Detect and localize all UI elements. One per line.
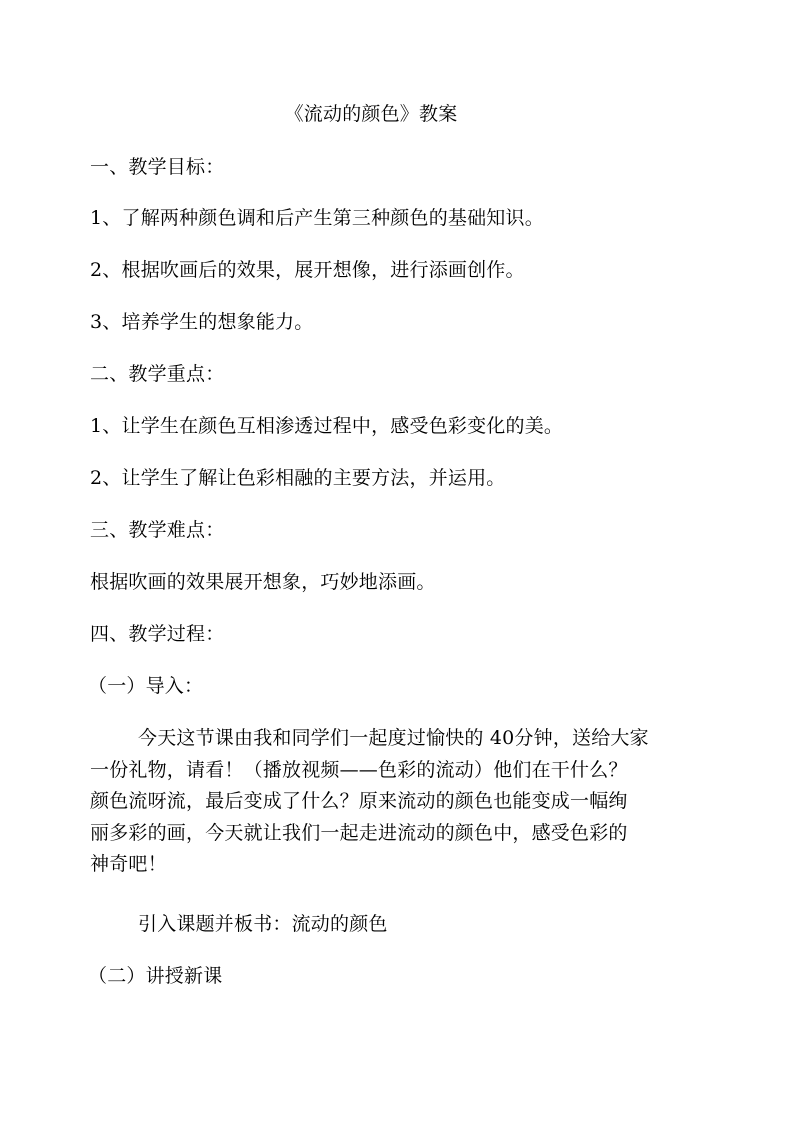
goal-item-3: 3、培养学生的想象能力。 bbox=[90, 311, 314, 333]
intro-line-5: 神奇吧！ bbox=[90, 853, 167, 875]
subheading-introduction: （一）导入： bbox=[88, 675, 204, 697]
heading-teaching-goals: 一、教学目标： bbox=[90, 156, 225, 178]
goal-item-2: 2、根据吹画后的效果，展开想像，进行添画创作。 bbox=[90, 259, 525, 281]
introduction-paragraph bbox=[90, 723, 702, 881]
heading-teaching-process: 四、教学过程： bbox=[90, 623, 225, 645]
heading-difficulties: 三、教学难点： bbox=[90, 519, 225, 541]
key-point-2: 2、让学生了解让色彩相融的主要方法，并运用。 bbox=[90, 467, 506, 489]
key-point-1: 1、让学生在颜色互相渗透过程中，感受色彩变化的美。 bbox=[90, 415, 564, 437]
intro-line-1: 今天这节课由我和同学们一起度过愉快的 40分钟，送给大家 bbox=[138, 727, 649, 749]
board-writing-line: 引入课题并板书：流动的颜色 bbox=[138, 913, 388, 935]
intro-line-3: 颜色流呀流，最后变成了什么？原来流动的颜色也能变成一幅绚 bbox=[90, 790, 628, 812]
intro-line-2: 一份礼物，请看！（播放视频——色彩的流动）他们在干什么？ bbox=[90, 758, 628, 781]
subheading-new-lesson: （二）讲授新课 bbox=[88, 965, 223, 987]
heading-key-points: 二、教学重点： bbox=[90, 363, 225, 385]
intro-line-4: 丽多彩的画，今天就让我们一起走进流动的颜色中，感受色彩的 bbox=[90, 821, 628, 844]
document-title: 《流动的颜色》教案 bbox=[284, 103, 458, 125]
difficulty-item: 根据吹画的效果展开想象，巧妙地添画。 bbox=[90, 571, 436, 593]
goal-item-1: 1、了解两种颜色调和后产生第三种颜色的基础知识。 bbox=[90, 207, 544, 229]
